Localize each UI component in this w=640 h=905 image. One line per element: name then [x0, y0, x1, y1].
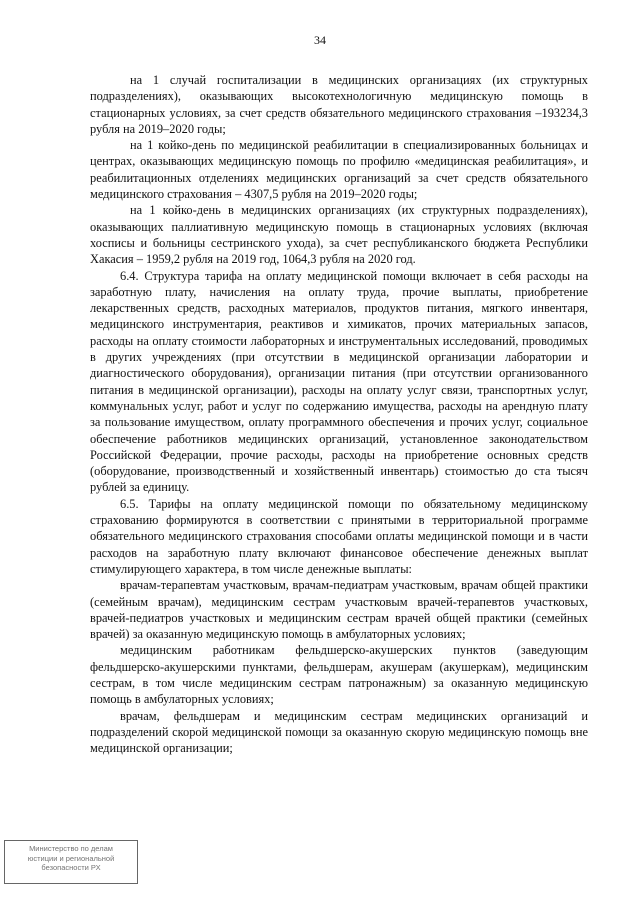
paragraph-district-doctors: врачам-терапевтам участковым, врачам-педиатрам участковым, врачам общей практики (семейным врачам), медицинским сестрам участковым врачей-терапевтов участковых, врачей-педиатров участковых и медицинским сестрам врачей общей практики (семейных врачей) за оказанную медицинскую помощь в амбулаторных условиях;	[90, 578, 588, 642]
stamp-line: Министерство по делам	[29, 844, 113, 853]
paragraph-rehabilitation-tariff: на 1 койко-день по медицинской реабилитации в специализированных больницах и центрах, оказывающих медицинскую помощь по профилю «медицинская реабилитация», и реабилитационных отделениях медицинских организаций за счет средств обязательного медицинского страхования – 4307,5 рубля на 2019–2020 годы;	[90, 138, 588, 202]
paragraph-emergency-care: врачам, фельдшерам и медицинским сестрам медицинских организаций и подразделений скорой медицинской помощи за оказанную скорую медицинскую помощь вне медицинской организации;	[90, 708, 588, 756]
paragraph-hospitalization-tariff: на 1 случай госпитализации в медицинских организациях (их структурных подразделениях), оказывающих высокотехнологичную медицинскую помощь в стационарных условиях, за счет средств обязательного медицинского страхования –193234,3 рубля на 2019–2020 годы;	[90, 73, 588, 136]
stamp-line: безопасности РХ	[41, 863, 101, 872]
paragraph-palliative-tariff: на 1 койко-день в медицинских организациях (их структурных подразделениях), оказывающих паллиативную медицинскую помощь в стационарных условиях (включая хосписы и больницы сестринского ухода), за счет республиканского бюджета Республики Хакасия – 1959,2 рубля на 2019 год, 1064,3 рубля на 2020 год.	[90, 203, 588, 267]
stamp-line: юстиции и региональной	[27, 853, 115, 863]
paragraph-feldsher-stations: медицинским работникам фельдшерско-акушерских пунктов (заведующим фельдшерско-акушерскими пунктами, фельдшерам, акушерам (акушеркам), медицинским сестрам, в том числе медицинским сестрам патронажным) за оказанную медицинскую помощь в амбулаторных условиях;	[90, 643, 588, 707]
document-body	[90, 72, 588, 756]
paragraph-6-5-tariff-formation: 6.5. Тарифы на оплату медицинской помощи по обязательному медицинскому страхованию формируются в соответствии с принятыми в территориальной программе обязательного медицинского страхования способами оплаты медицинской помощи и в части расходов на заработную плату включают финансовое обеспечение денежных выплат стимулирующего характера, в том числе денежные выплаты:	[90, 496, 588, 576]
paragraph-6-4-tariff-structure: 6.4. Структура тарифа на оплату медицинской помощи включает в себя расходы на заработную плату, начисления на оплату труда, прочие выплаты, приобретение лекарственных средств, расходных материалов, продуктов питания, мягкого инвентаря, медицинского инструментария, реактивов и химикатов, прочих материальных запасов, расходы на оплату стоимости лабораторных и инструментальных исследований, проводимых в других учреждениях (при отсутствии в медицинской организации лаборатории и диагностического оборудования), организации питания (при отсутствии организованного питания в медицинской организации), расходы на оплату услуг связи, транспортных услуг, коммунальных услуг, работ и услуг по содержанию имущества, расходы на арендную плату за пользование имуществом, оплату программного обеспечения и прочих услуг, социальное обеспечение работников медицинских организаций, установленное законодательством Российской Федерации, прочие расходы, расходы на приобретение основных средств (оборудование, производственный и хозяйственный инвентарь) стоимостью до ста тысяч рублей за единицу.	[90, 268, 588, 495]
registration-stamp	[4, 840, 138, 884]
page-number: 34	[314, 33, 326, 47]
